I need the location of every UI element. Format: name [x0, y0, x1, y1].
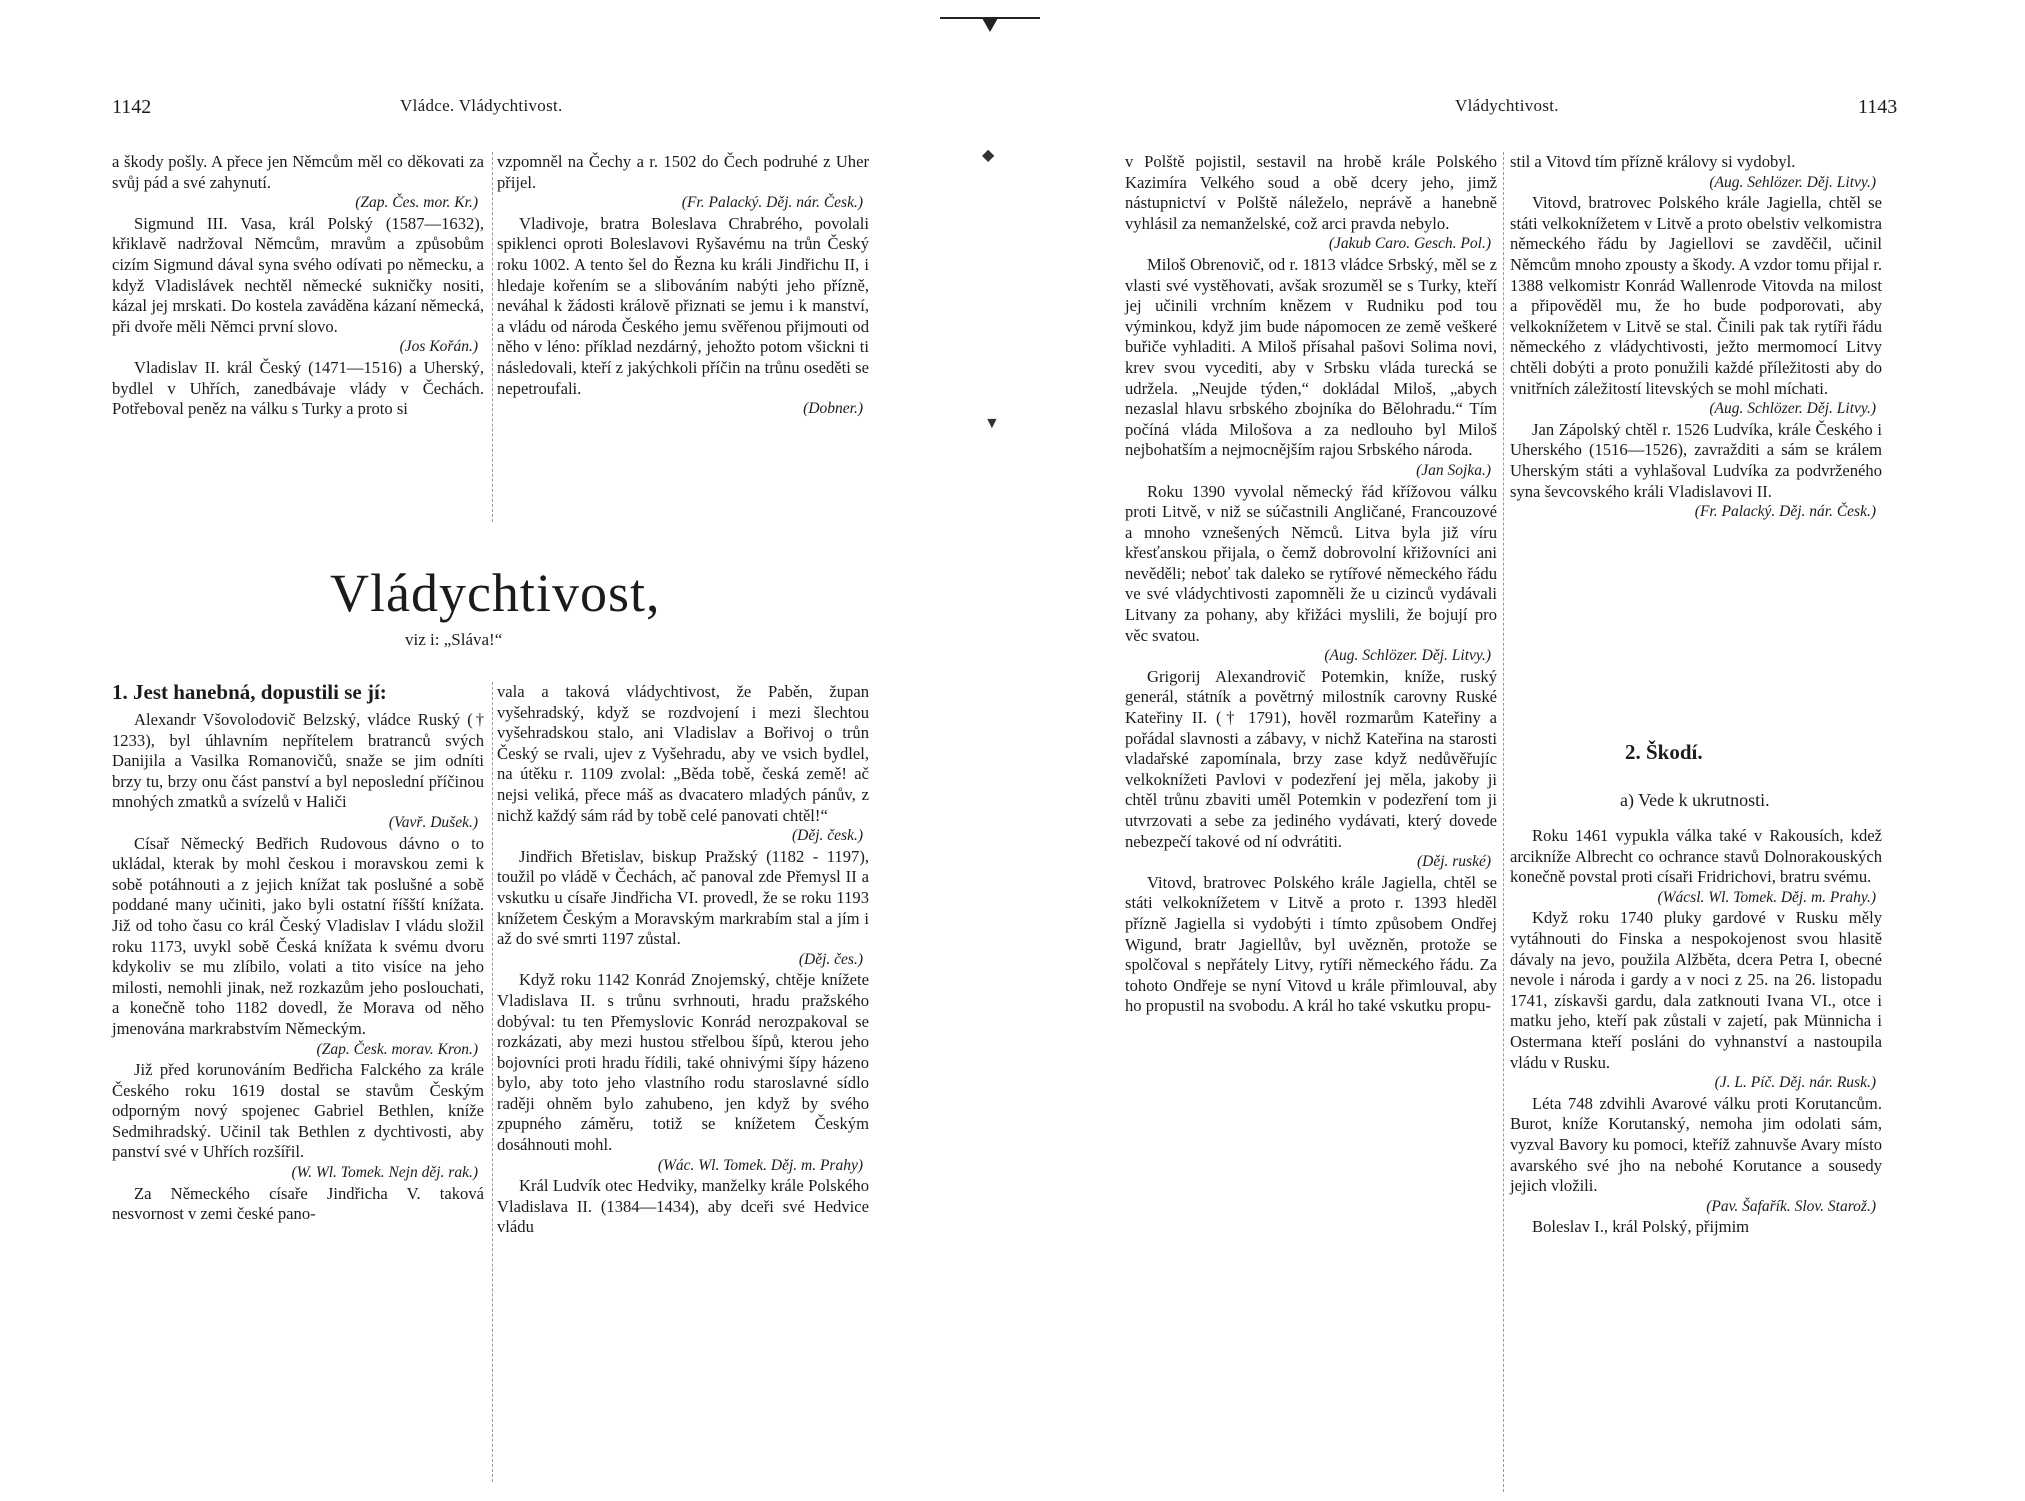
- source-citation: (Děj. česk.): [792, 827, 863, 845]
- running-head-right: Vládychtivost.: [1455, 96, 1559, 115]
- source-citation: (Aug. Schlözer. Děj. Litvy.): [1709, 400, 1876, 418]
- paragraph: Roku 1390 vyvolal německý řád křížovou válku proti Litvě, v niž se súčastnili Angličané, Francouzové a mnoho vznešených Němců. Litva byla již víru křesťanskou přijala, o čemž dobrovolní křižovníci ani nevěděli; neboť tak daleko se rytířové německého řádu ve své vládychtivosti zapomněli že u cizinců vydávali Litvany za pohany, aby křižáci myslili, že bojují pro věc svatou.: [1125, 481, 1497, 645]
- section-heading-2: 2. Škodí.: [1625, 740, 1703, 764]
- source-citation: (Wác. Wl. Tomek. Děj. m. Prahy): [657, 1156, 863, 1174]
- source-citation: (W. Wl. Tomek. Nejn děj. rak.): [291, 1164, 478, 1182]
- paragraph: Císař Německý Bedřich Rudovous dávno o to ukládal, kterak by mohl českou i moravskou zemi k sobě potáhnouti a z jejich knížat tak poslušné a sobě poddané many učiniti, jako byli ostatní říšští knížata. Již od toho času co král Český Vladislav I vládu složil roku 1173, uvykl sobě Česká knížata k svému dvoru kdykoliv se mu zlíbilo, volati a tito visíce na jeho milosti, nemohli jinak, než rozkazům jeho poslouchati, a konečně toho 1182 dovedl, že Morava od něho jmenována markrabstvím Německým.: [112, 833, 484, 1038]
- paragraph: Král Ludvík otec Hedviky, manželky krále Polského Vladislava II. (1384—1434), aby dceři své Hedvice vládu: [497, 1176, 869, 1237]
- paragraph: Když roku 1142 Konrád Znojemský, chtěje knížete Vladislava II. s trůnu svrhnouti, hradu pražského dobýval: tu ten Přemyslovic Konrád nerozpakoval se rozkázati, aby mezi hustou střelbou šípů, kterou jeho bojovníci proti hradu řídili, také ohnivými šípy házeno bylo, aby toto jeho vlastního rodu staroslavné sídlo raději ohněm bylo zahubeno, jen když by svého zpupného záměru, totiž se knížetem Českým dosáhnouti mohl.: [497, 970, 869, 1155]
- column-rule: [1503, 152, 1504, 1492]
- paragraph: Když roku 1740 pluky gardové v Rusku měly vytáhnouti do Finska a nespokojenost svou hlasitě dávaly na jevo, použila Alžběta, dcera Petra I, obecné nevole i národa i gardy a v noci z 25. na 26. listopadu 1741, získavši gardu, dala zatknouti Ivana VI., otce i matku jeho, kteří pak zůstali v zajetí, pak Münnicha i Ostermana kteří posláni do vyhnanství a nastoupila vládu v Rusku.: [1510, 908, 1882, 1072]
- paragraph: Jan Zápolský chtěl r. 1526 Ludvíka, krále Českého i Uherského (1516—1526), zavražditi a sám se králem Uherským státi a vyhlašoval Ludvíka za podvrženého syna ševcovského králi Vladislavovi II.: [1510, 419, 1882, 501]
- running-head-left: Vládce. Vládychtivost.: [400, 96, 563, 115]
- source-citation: (Fr. Palacký. Děj. nár. Česk.): [1694, 503, 1876, 521]
- paragraph: Jindřich Břetislav, biskup Pražský (1182 - 1197), toužil po vládě v Čechách, ač panoval zde Přemysl II a vskutku u císaře Jindřicha VI. provedl, že se roku 1193 knížetem Českým a Moravským markrabím stal a jím i až do své smrti 1197 zůstal.: [497, 846, 869, 949]
- column-rule: [492, 152, 493, 522]
- left-col1-top: [112, 152, 484, 420]
- source-citation: (Fr. Palacký. Děj. nár. Česk.): [681, 194, 863, 212]
- source-citation: (Jos Kořán.): [399, 338, 478, 356]
- page-number-left: 1142: [112, 96, 152, 118]
- column-rule: [492, 682, 493, 1482]
- left-page: [0, 0, 1000, 1501]
- paragraph: Alexandr Všovolodovič Belzský, vládce Ruský († 1233), byl úhlavním nepřítelem bratranců svých Danijila a Vasilka Romanovičů, snaže se jim odníti brzy tu, brzy onu část panství a byl neposlední příčinou mnohých zmatků a svízelů v Haliči: [112, 710, 484, 812]
- subsection-heading: a) Vede k ukrutnosti.: [1620, 790, 1770, 810]
- see-also-note: viz i: „Sláva!“: [405, 630, 503, 649]
- right-col2: [1510, 152, 1882, 523]
- source-citation: (Vavř. Dušek.): [388, 813, 478, 831]
- section-heading-1: 1. Jest hanebná, dopustili se jí:: [112, 680, 387, 704]
- right-col2-lower: [1510, 826, 1882, 1238]
- paragraph: Vitovd, bratrovec Polského krále Jagiella, chtěl se státi velkoknížetem v Litvě a proto obelstiv velkomistra německého řádu by Jagiellovi se zavděčil, učinil Němcům mnoho zpousty a škody. A vzdor tomu přijal r. 1388 velkomistr Konrád Wallenrode Vitovda na milost a připověděl mu, že ho bude podporovati, aby velkoknížetem v Litvě se stal. Činili pak tak rytíři řádu německého z vládychtivosti, ježto mermomocí Litvy chtěli dobýti a proto ponužili každé příležitosti aby do vnitřních záležitostí litevských se mohl míchati.: [1510, 193, 1882, 398]
- article-title: Vládychtivost,: [330, 563, 661, 623]
- left-col2-bottom: [497, 682, 869, 1238]
- paragraph: vzpomněl na Čechy a r. 1502 do Čech podruhé z Uher přijel.: [497, 152, 869, 192]
- paragraph: Vladislav II. král Český (1471—1516) a Uherský, bydlel v Uhřích, zanedbávaje vlády v Čechách. Potřeboval peněz na válku s Turky a proto si: [112, 357, 484, 419]
- source-citation: (Zap. Česk. morav. Kron.): [316, 1040, 478, 1058]
- source-citation: (Jakub Caro. Gesch. Pol.): [1328, 235, 1491, 253]
- paragraph: Vitovd, bratrovec Polského krále Jagiella, chtěl se státi velkoknížetem v Litvě a proto r. 1393 hleděl přízně Jagiella si vydobýti i tímto způsobem Ondřej Wigund, bratr Jagiellův, byl uvězněn, protože se spolčoval s nepřátely Litvy, rytíři německého řádu. Za tohoto Ondřeje se nyní Vitovd u krále přimlouval, aby ho propustil na svobodu. A král ho také vskutku propu-: [1125, 872, 1497, 1016]
- right-page: [1025, 0, 2025, 1501]
- source-citation: (Zap. Čes. mor. Kr.): [355, 194, 478, 212]
- source-citation: (J. L. Píč. Děj. nár. Rusk.): [1714, 1074, 1876, 1092]
- book-gutter: [982, 0, 1025, 1501]
- paragraph: Boleslav I., král Polský, přijmim: [1532, 1217, 1750, 1237]
- source-citation: (Děj. čes.): [798, 950, 863, 968]
- paragraph: Miloš Obrenovič, od r. 1813 vládce Srbský, měl se z vlasti své vystěhovati, avšak srozuměl se s Turky, kteří jej učinili vrchním knězem v Rudniku pod tou výminkou, když jim bude nápomocen ze země veškeré buřiče vyhladiti. A Miloš přísahal pašovi Solima novi, krev svou vycediti, aby v Srbsku vláda turecká se udržela. „Neujde týden,“ dokládal Miloš, „abych nezaslal hlavu srbského zbojníka do Bělohradu.“ Tím počíná vláda Milošova a za nedlouho byl Miloš nejbohatším a nejmocnějším rajou Srbského národa.: [1125, 254, 1497, 460]
- paragraph: Sigmund III. Vasa, král Polský (1587—1632), křiklavě nadržoval Němcům, mravům a způsobům cizím Sigmund dával syna svého odívati po německu, a když Vladislávek nechtěl německé sukničky nositi, kázal jej mrskati. Do kostela zaváděna kázaní německá, při dvoře měli Němci první slovo.: [112, 213, 484, 336]
- paragraph: a škody pošly. A přece jen Němcům měl co děkovati za svůj pád a své zahynutí.: [112, 152, 484, 192]
- right-col1: [1125, 152, 1497, 1017]
- source-citation: (Dobner.): [803, 400, 863, 418]
- source-citation: (Aug. Sehlözer. Děj. Litvy.): [1709, 173, 1876, 191]
- margin-mark: ▼: [984, 415, 1000, 432]
- paragraph: Vladivoje, bratra Boleslava Chrabrého, povolali spiklenci oproti Boleslavovi Ryšavému na trůn Český roku 1002. A tento šel do Řezna ku králi Jindřichu II, i hledaje kořením se a slibováním nabýti jeho přízně, neváhal k žádosti králově přiznati se jemu i k manství, a vládu od národa Českého jemu svěřenou přijmouti od něho v léno: příklad nezdárný, jehožto potom všickni ti následovali, kteří z jakýchkoli příčin na trůnu oseděti se nepetroufali.: [497, 213, 869, 398]
- source-citation: (Wácsl. Wl. Tomek. Děj. m. Prahy.): [1657, 888, 1876, 906]
- source-citation: (Pav. Šafařík. Slov. Starož.): [1706, 1197, 1876, 1215]
- page-number-right: 1143: [1858, 96, 1898, 118]
- left-col1-bottom: [112, 710, 484, 1225]
- paragraph: Již před korunováním Bedřicha Falckého za krále Českého roku 1619 dostal se stavům Českým odporným nový spojenec Gabriel Bethlen, kníže Sedmihradský. Učinil tak Bethlen z dychtivosti, aby panství své v Uhřích rozšířil.: [112, 1060, 484, 1162]
- paragraph: Za Německého císaře Jindřicha V. taková nesvornost v zemi české pano-: [112, 1183, 484, 1224]
- source-citation: (Aug. Schlözer. Děj. Litvy.): [1324, 647, 1491, 665]
- left-col2-top: [497, 152, 869, 420]
- paragraph: vala a taková vládychtivost, že Paběn, župan vyšehradský, když se rozdvojení i mezi šlechtou vyšehradskou stalo, ani Vladislav a Bořivoj o trůn Český se rvali, ujev z Vyšehradu, aby ve vsich bydlel, na útěku r. 1109 zvolal: „Běda tobě, česká země! ač nejsi veliká, přece máš as dvacatero mladých pánův, z nichž každý sám rád by tobě celé panovati chtěl!“: [497, 682, 869, 825]
- paragraph: Grigorij Alexandrovič Potemkin, kníže, ruský generál, státník a povětrný milostník carovny Ruské Kateřiny II. († 1791), hověl rozmarům Kateřiny a pořádal slavnosti a zábavy, v nichž Kateřina na starosti vladařské zapomínala, brzy zase když nedůvěřujíc velkoknížeti Pavlovi v podezření jej měla, jakoby ji chtěl trůnu zbaviti uměl Potemkin v podezření tom ji utvrzovati a sebe za jediného vydávati, který dovede nebezpečí takové od ní odvrátiti.: [1125, 666, 1497, 851]
- paragraph: stil a Vitovd tím přízně královy si vydobyl.: [1510, 152, 1796, 171]
- source-citation: (Děj. ruské): [1416, 853, 1491, 871]
- source-citation: (Jan Sojka.): [1416, 461, 1491, 479]
- paragraph: Roku 1461 vypukla válka také v Rakousích, kdež arcikníže Albrecht co ochrance stavů Dolnorakouských konečně povstal proti císaři Fridrichovi, bratru svému.: [1510, 826, 1882, 887]
- paragraph: v Polště pojistil, sestavil na hrobě krále Polského Kazimíra Velkého soud a obě dcery jeho, jimž nástupnictví v Polště náleželo, neprávě a hanebně vyhlásil za nemanželské, což arci pravda nebylo.: [1125, 152, 1497, 233]
- margin-mark: ◆: [982, 147, 995, 164]
- paragraph: Léta 748 zdvihli Avarové válku proti Korutancům. Burot, kníže Korutanský, nemoha jim odolati sám, vyzval Bavory ku pomoci, kteříž zahnuvše Avary místo avarského své jho na nebohé Korutance a sousedy jejich vložili.: [1510, 1093, 1882, 1196]
